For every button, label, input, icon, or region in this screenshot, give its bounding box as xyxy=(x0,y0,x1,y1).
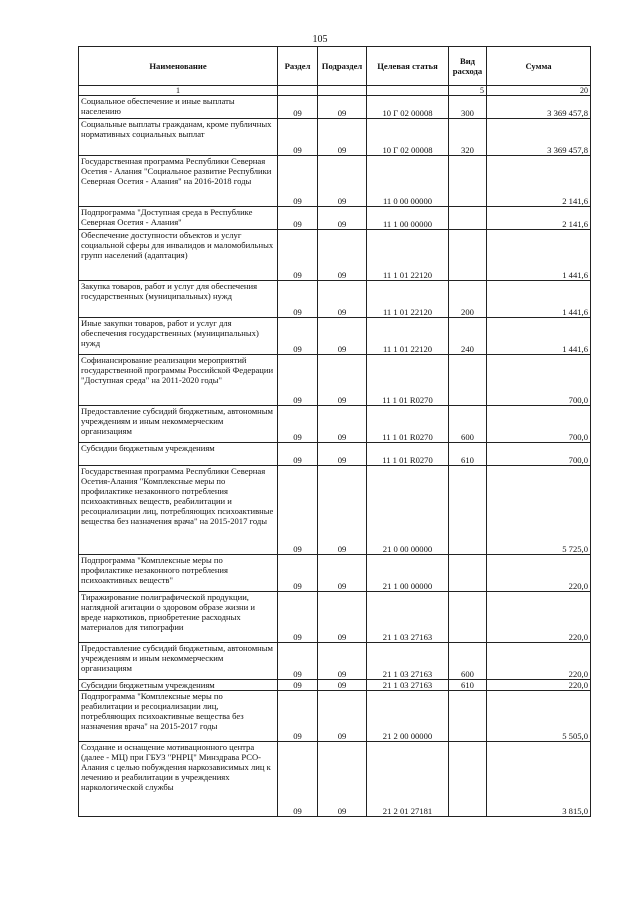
row-target-cell: 21 1 03 27163 xyxy=(367,592,449,643)
row-section-cell: 09 xyxy=(278,680,318,691)
header-amount: Сумма xyxy=(487,47,591,86)
index-cell xyxy=(367,86,449,96)
row-name-cell: Субсидии бюджетным учреждениям xyxy=(79,680,278,691)
table-row xyxy=(79,230,591,281)
row-target-cell: 11 1 01 22120 xyxy=(367,318,449,355)
row-section-cell: 09 xyxy=(278,443,318,466)
table-row xyxy=(79,96,591,119)
row-target-cell: 21 2 00 00000 xyxy=(367,691,449,742)
row-target-cell: 11 0 00 00000 xyxy=(367,156,449,207)
row-target-cell: 10 Г 02 00008 xyxy=(367,119,449,156)
row-target-cell: 21 2 01 27181 xyxy=(367,742,449,817)
row-amount-cell: 700,0 xyxy=(487,355,591,406)
row-amount-cell: 3 369 457,8 xyxy=(487,119,591,156)
row-subsection-cell: 09 xyxy=(318,96,367,119)
row-subsection-cell: 09 xyxy=(318,443,367,466)
row-name-cell: Подпрограмма "Комплексные меры по профилактике незаконного потребления психоактивных веществ" xyxy=(79,555,278,592)
table-row xyxy=(79,156,591,207)
table-row xyxy=(79,318,591,355)
row-name-cell: Социальное обеспечение и иные выплаты населению xyxy=(79,96,278,119)
row-amount-cell: 700,0 xyxy=(487,443,591,466)
row-section-cell: 09 xyxy=(278,466,318,555)
row-section-cell: 09 xyxy=(278,230,318,281)
row-subsection-cell: 09 xyxy=(318,318,367,355)
row-subsection-cell: 09 xyxy=(318,156,367,207)
row-name-cell: Субсидии бюджетным учреждениям xyxy=(79,443,278,466)
row-amount-cell: 1 441,6 xyxy=(487,318,591,355)
row-target-cell: 11 1 01 22120 xyxy=(367,230,449,281)
row-expense-type-cell: 240 xyxy=(449,318,487,355)
row-amount-cell: 5 505,0 xyxy=(487,691,591,742)
row-section-cell: 09 xyxy=(278,96,318,119)
table-body xyxy=(79,96,591,817)
table-row xyxy=(79,680,591,691)
row-section-cell: 09 xyxy=(278,156,318,207)
row-section-cell: 09 xyxy=(278,555,318,592)
header-section: Раздел xyxy=(278,47,318,86)
index-cell xyxy=(278,86,318,96)
row-target-cell: 21 1 03 27163 xyxy=(367,680,449,691)
row-subsection-cell: 09 xyxy=(318,406,367,443)
row-name-cell: Обеспечение доступности объектов и услуг социальной сферы для инвалидов и маломобильных групп населений (адаптация) xyxy=(79,230,278,281)
row-name-cell: Государственная программа Республики Северная Осетия-Алания "Комплексные меры по профилактике незаконного потребления психоактивных веществ, реабилитации и ресоциализации лиц, потребляющих психоактивные вещества без назначения врача" на 2015-2017 годы xyxy=(79,466,278,555)
row-subsection-cell: 09 xyxy=(318,119,367,156)
row-name-cell: Предоставление субсидий бюджетным, автономным учреждениям и иным некоммерческим организациям xyxy=(79,643,278,680)
row-target-cell: 11 1 01 R0270 xyxy=(367,406,449,443)
row-section-cell: 09 xyxy=(278,119,318,156)
row-subsection-cell: 09 xyxy=(318,691,367,742)
row-amount-cell: 5 725,0 xyxy=(487,466,591,555)
row-subsection-cell: 09 xyxy=(318,680,367,691)
row-target-cell: 21 1 03 27163 xyxy=(367,643,449,680)
table-row xyxy=(79,406,591,443)
row-section-cell: 09 xyxy=(278,691,318,742)
row-expense-type-cell xyxy=(449,230,487,281)
row-amount-cell: 220,0 xyxy=(487,680,591,691)
row-name-cell: Софинансирование реализации мероприятий государственной программы Российской Федерации "Доступная среда" на 2011-2020 годы" xyxy=(79,355,278,406)
table-row xyxy=(79,281,591,318)
row-expense-type-cell: 200 xyxy=(449,281,487,318)
row-target-cell: 10 Г 02 00008 xyxy=(367,96,449,119)
row-name-cell: Тиражирование полиграфической продукции, наглядной агитации о здоровом образе жизни и вреде наркотиков, приобретение расходных материалов для типографии xyxy=(79,592,278,643)
table-row xyxy=(79,119,591,156)
row-target-cell: 21 1 00 00000 xyxy=(367,555,449,592)
index-cell: 20 xyxy=(487,86,591,96)
row-expense-type-cell: 300 xyxy=(449,96,487,119)
table-row xyxy=(79,742,591,817)
header-row xyxy=(79,47,591,86)
row-amount-cell: 3 369 457,8 xyxy=(487,96,591,119)
row-section-cell: 09 xyxy=(278,643,318,680)
header-target: Целевая статья xyxy=(367,47,449,86)
header-expense-type: Вид расхода xyxy=(449,47,487,86)
row-amount-cell: 2 141,6 xyxy=(487,207,591,230)
row-name-cell: Подпрограмма "Комплексные меры по реабилитации и ресоциализации лиц, потребляющих психоактивные вещества без назначения врача" на 2015-2017 годы xyxy=(79,691,278,742)
page-number: 105 xyxy=(312,34,328,45)
row-subsection-cell: 09 xyxy=(318,592,367,643)
row-expense-type-cell: 320 xyxy=(449,119,487,156)
row-target-cell: 21 0 00 00000 xyxy=(367,466,449,555)
row-expense-type-cell: 600 xyxy=(449,643,487,680)
row-target-cell: 11 1 00 00000 xyxy=(367,207,449,230)
row-name-cell: Подпрограмма "Доступная среда в Республике Северная Осетия - Алания" xyxy=(79,207,278,230)
row-expense-type-cell xyxy=(449,592,487,643)
row-expense-type-cell: 610 xyxy=(449,680,487,691)
row-name-cell: Иные закупки товаров, работ и услуг для обеспечения государственных (муниципальных) нужд xyxy=(79,318,278,355)
row-subsection-cell: 09 xyxy=(318,742,367,817)
header-subsection: Подраздел xyxy=(318,47,367,86)
index-cell: 1 xyxy=(79,86,278,96)
row-section-cell: 09 xyxy=(278,318,318,355)
row-subsection-cell: 09 xyxy=(318,207,367,230)
row-subsection-cell: 09 xyxy=(318,466,367,555)
row-expense-type-cell xyxy=(449,742,487,817)
row-subsection-cell: 09 xyxy=(318,230,367,281)
row-name-cell: Государственная программа Республики Северная Осетия - Алания "Социальное развитие Республики Северная Осетия - Алания" на 2016-2018 годы xyxy=(79,156,278,207)
row-name-cell: Закупка товаров, работ и услуг для обеспечения государственных (муниципальных) нужд xyxy=(79,281,278,318)
row-section-cell: 09 xyxy=(278,592,318,643)
table-row xyxy=(79,443,591,466)
row-subsection-cell: 09 xyxy=(318,281,367,318)
row-amount-cell: 700,0 xyxy=(487,406,591,443)
row-amount-cell: 1 441,6 xyxy=(487,281,591,318)
row-expense-type-cell: 600 xyxy=(449,406,487,443)
row-name-cell: Предоставление субсидий бюджетным, автономным учреждениям и иным некоммерческим организациям xyxy=(79,406,278,443)
row-expense-type-cell xyxy=(449,355,487,406)
row-amount-cell: 1 441,6 xyxy=(487,230,591,281)
row-subsection-cell: 09 xyxy=(318,643,367,680)
row-expense-type-cell xyxy=(449,156,487,207)
row-subsection-cell: 09 xyxy=(318,555,367,592)
row-subsection-cell: 09 xyxy=(318,355,367,406)
column-index-row xyxy=(79,86,591,96)
row-expense-type-cell xyxy=(449,555,487,592)
row-section-cell: 09 xyxy=(278,207,318,230)
row-target-cell: 11 1 01 R0270 xyxy=(367,443,449,466)
row-target-cell: 11 1 01 R0270 xyxy=(367,355,449,406)
table-row xyxy=(79,207,591,230)
row-expense-type-cell xyxy=(449,207,487,230)
table-row xyxy=(79,592,591,643)
index-cell xyxy=(318,86,367,96)
row-amount-cell: 220,0 xyxy=(487,592,591,643)
table-row xyxy=(79,555,591,592)
row-amount-cell: 3 815,0 xyxy=(487,742,591,817)
row-section-cell: 09 xyxy=(278,355,318,406)
row-section-cell: 09 xyxy=(278,281,318,318)
header-name: Наименование xyxy=(79,47,278,86)
table-row xyxy=(79,466,591,555)
row-expense-type-cell xyxy=(449,466,487,555)
row-expense-type-cell xyxy=(449,691,487,742)
row-section-cell: 09 xyxy=(278,406,318,443)
index-cell: 5 xyxy=(449,86,487,96)
row-amount-cell: 2 141,6 xyxy=(487,156,591,207)
table-row xyxy=(79,691,591,742)
row-name-cell: Социальные выплаты гражданам, кроме публичных нормативных социальных выплат xyxy=(79,119,278,156)
row-amount-cell: 220,0 xyxy=(487,555,591,592)
row-target-cell: 11 1 01 22120 xyxy=(367,281,449,318)
row-amount-cell: 220,0 xyxy=(487,643,591,680)
row-expense-type-cell: 610 xyxy=(449,443,487,466)
row-section-cell: 09 xyxy=(278,742,318,817)
table-row xyxy=(79,643,591,680)
budget-table xyxy=(78,46,591,817)
table-row xyxy=(79,355,591,406)
row-name-cell: Создание и оснащение мотивационного центра (далее - МЦ) при ГБУЗ "РНРЦ" Минздрава РСО-Алания с целью побуждения наркозависимых лиц к лечению и реабилитации в учреждениях наркологической службы xyxy=(79,742,278,817)
